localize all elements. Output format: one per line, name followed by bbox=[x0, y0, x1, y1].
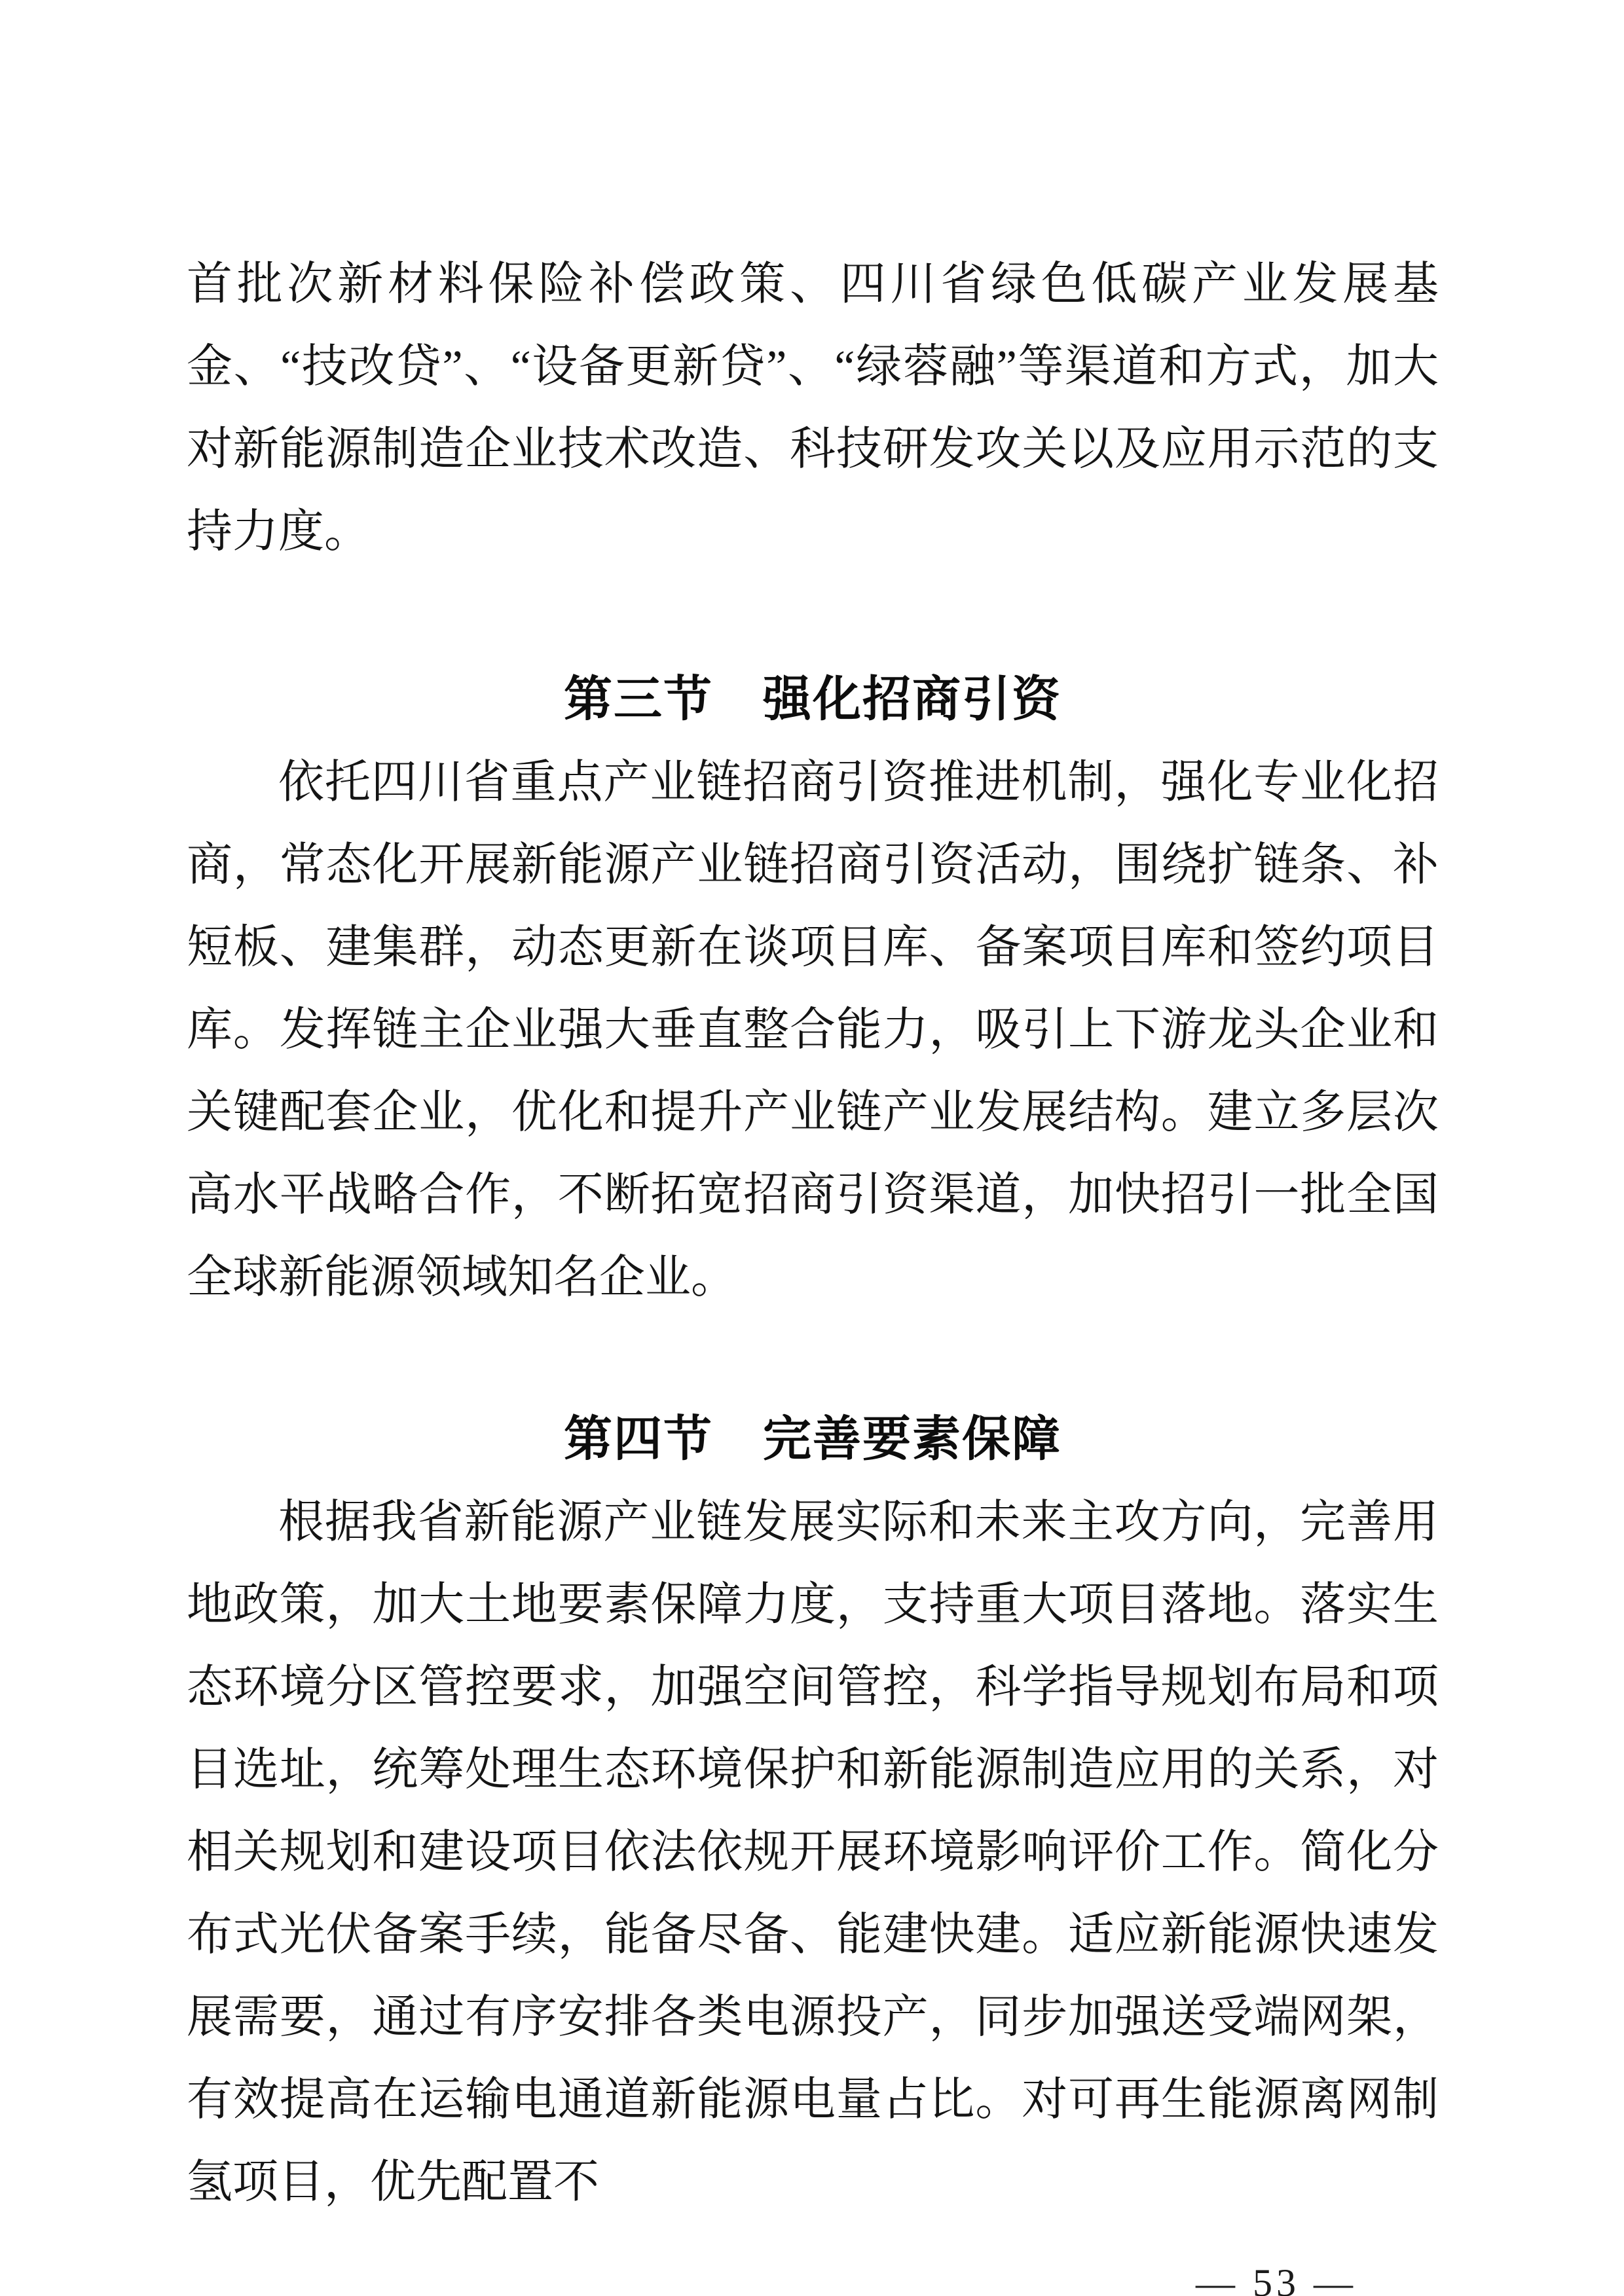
section-3-heading: 第三节 强化招商引资 bbox=[564, 672, 1061, 726]
section-3-paragraph: 依托四川省重点产业链招商引资推进机制，强化专业化招商，常态化开展新能源产业链招商引资活动，围绕扩链条、补短板、建集群，动态更新在谈项目库、备案项目库和签约项目库。发挥链主企业强大垂直整合能力，吸引上下游龙头企业和关键配套企业，优化和提升产业链产业发展结构。建立多层次高水平战略合作，不断拓宽招商引资渠道，加快招引一批全国全球新能源领域知名企业。 bbox=[187, 757, 1439, 1303]
paragraph-continuation: 首批次新材料保险补偿政策、四川省绿色低碳产业发展基金、“技改贷”、“设备更新贷”、“绿蓉融”等渠道和方式，加大对新能源制造企业技术改造、科技研发攻关以及应用示范的支持力度。 bbox=[187, 259, 1439, 557]
section-4-heading: 第四节 完善要素保障 bbox=[564, 1412, 1061, 1466]
section-4-paragraph: 根据我省新能源产业链发展实际和未来主攻方向，完善用地政策，加大土地要素保障力度，支持重大项目落地。落实生态环境分区管控要求，加强空间管控，科学指导规划布局和项目选址，统筹处理生态环境保护和新能源制造应用的关系，对相关规划和建设项目依法依规开展环境影响评价工作。简化分布式光伏备案手续，能备尽备、能建快建。适应新能源快速发展需要，通过有序安排各类电源投产，同步加强送受端网架，有效提高在运输电通道新能源电量占比。对可再生能源离网制氢项目，优先配置不 bbox=[187, 1497, 1439, 2208]
page-number: — 53 — bbox=[1196, 2261, 1357, 2296]
